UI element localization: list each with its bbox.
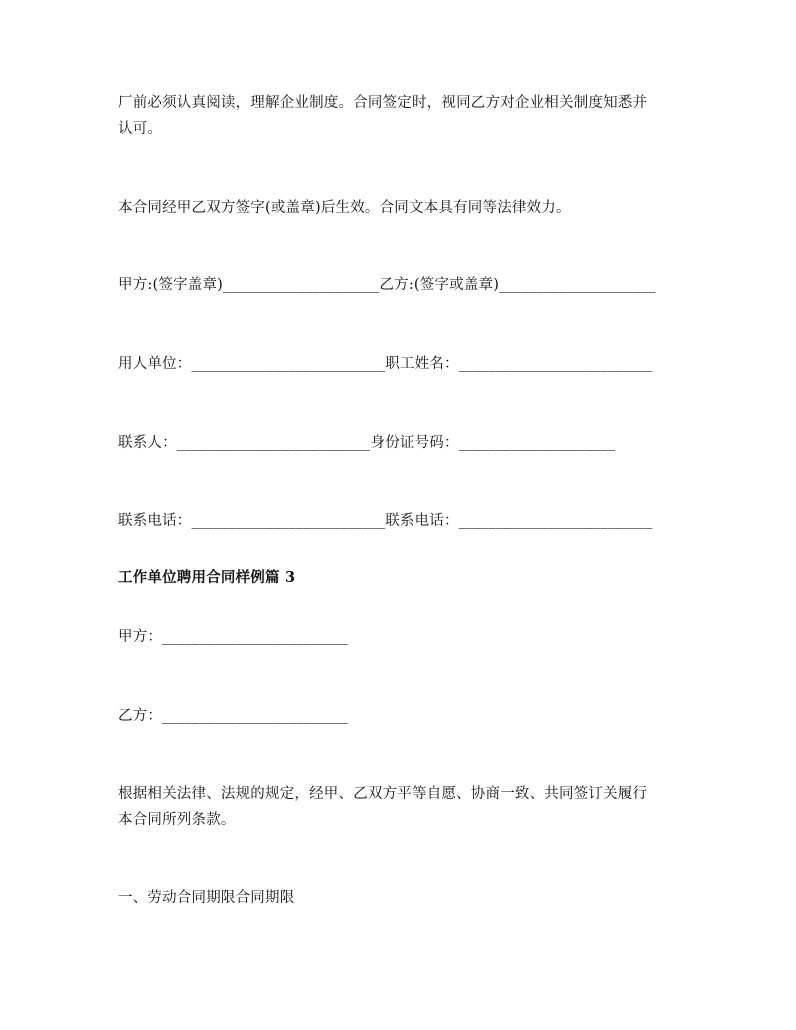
signature-line: 甲方:(签字盖章)_____________________乙方:(签字或盖章)_____________________ [118, 277, 656, 293]
paragraph-line: 认可。 [118, 121, 163, 137]
contact-id-line: 联系人：__________________________身份证号码：_____________________ [118, 435, 616, 451]
party-b-line: 乙方：_________________________ [118, 708, 349, 724]
effective-clause: 本合同经甲乙双方签字(或盖章)后生效。合同文本具有同等法律效力。 [118, 200, 571, 216]
section-title: 一、劳动合同期限合同期限 [118, 890, 295, 906]
paragraph-line: 厂前必须认真阅读，理解企业制度。合同签定时，视同乙方对企业相关制度知悉并 [118, 95, 648, 111]
phone-line: 联系电话：__________________________联系电话：__________________________ [118, 513, 653, 529]
party-a-line: 甲方：_________________________ [118, 629, 349, 645]
section-heading: 工作单位聘用合同样例篇 3 [118, 569, 296, 586]
employer-employee-line: 用人单位：__________________________职工姓名：__________________________ [118, 356, 653, 372]
paragraph-line: 本合同所列条款。 [118, 812, 236, 828]
paragraph-line: 根据相关法律、法规的规定，经甲、乙双方平等自愿、协商一致、共同签订关履行 [118, 786, 648, 802]
